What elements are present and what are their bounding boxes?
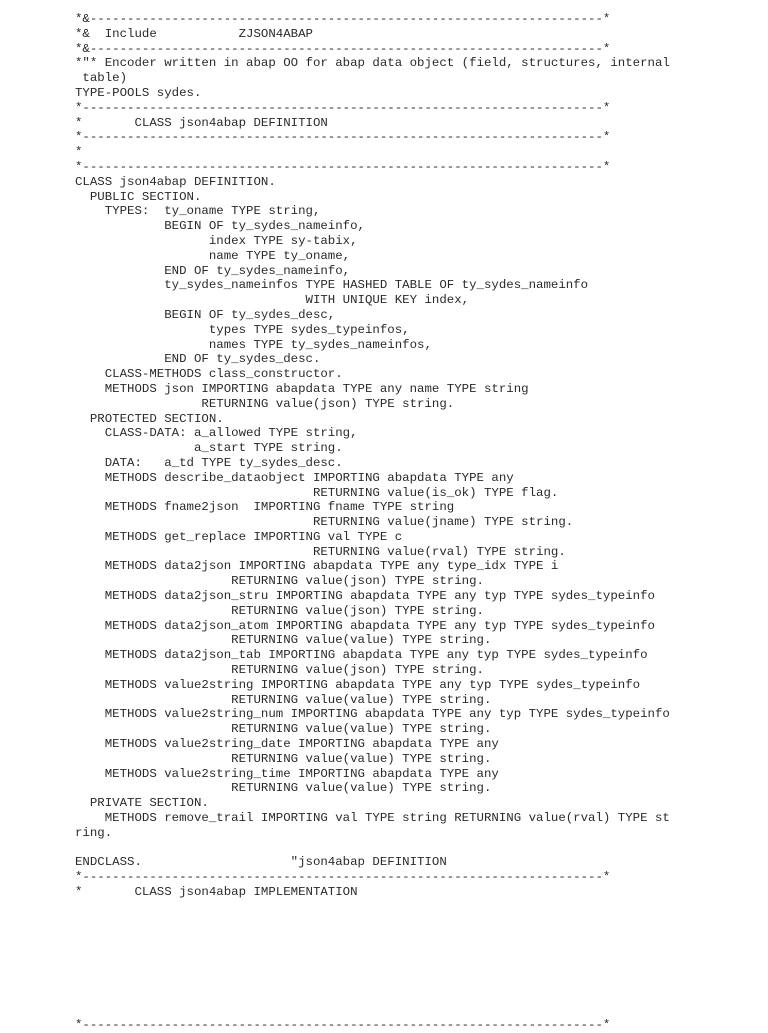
code-line (75, 929, 765, 944)
code-line: names TYPE ty_sydes_nameinfos, (75, 337, 432, 352)
code-line: *&---------------------------------------------------------------------* (75, 41, 611, 56)
code-line: BEGIN OF ty_sydes_nameinfo, (75, 219, 365, 234)
code-line: ENDCLASS. "json4abap DEFINITION (75, 855, 447, 870)
code-line: METHODS remove_trail IMPORTING val TYPE string RETURNING value(rval) TYPE st (75, 811, 670, 826)
code-line: *& Include ZJSON4ABAP (75, 26, 313, 41)
code-line: RETURNING value(value) TYPE string. (75, 722, 492, 737)
code-line: METHODS describe_dataobject IMPORTING abapdata TYPE any (75, 470, 514, 485)
code-line: *----------------------------------------------------------------------* (75, 130, 611, 145)
code-line: * CLASS json4abap DEFINITION (75, 115, 328, 130)
code-line: a_start TYPE string. (75, 441, 343, 456)
code-line: RETURNING value(value) TYPE string. (75, 751, 492, 766)
code-line: PRIVATE SECTION. (75, 796, 209, 811)
code-line: METHODS json IMPORTING abapdata TYPE any name TYPE string (75, 381, 529, 396)
code-line: WITH UNIQUE KEY index, (75, 293, 470, 308)
code-line (75, 915, 765, 930)
code-line: * CLASS json4abap IMPLEMENTATION (75, 885, 358, 900)
code-line (75, 900, 765, 915)
code-line: RETURNING value(jname) TYPE string. (75, 515, 574, 530)
code-line: TYPES: ty_oname TYPE string, (75, 204, 321, 219)
code-line: RETURNING value(json) TYPE string. (75, 603, 484, 618)
code-line: PUBLIC SECTION. (75, 189, 202, 204)
code-line: CLASS-METHODS class_constructor. (75, 367, 343, 382)
code-line: table) (75, 71, 128, 86)
code-line: CLASS json4abap DEFINITION. (75, 174, 276, 189)
code-line (75, 974, 765, 989)
code-line: RETURNING value(json) TYPE string. (75, 396, 455, 411)
code-line: RETURNING value(rval) TYPE string. (75, 544, 566, 559)
code-line: *----------------------------------------------------------------------* (75, 159, 611, 174)
code-line: METHODS fname2json IMPORTING fname TYPE string (75, 500, 455, 515)
code-line: METHODS value2string_num IMPORTING abapdata TYPE any typ TYPE sydes_typeinfo (75, 707, 670, 722)
code-line (75, 989, 765, 1004)
code-line: METHODS data2json_atom IMPORTING abapdata TYPE any typ TYPE sydes_typeinfo (75, 618, 655, 633)
code-line: *----------------------------------------------------------------------* (75, 870, 611, 885)
code-line: ty_sydes_nameinfos TYPE HASHED TABLE OF ty_sydes_nameinfo (75, 278, 589, 293)
code-line: RETURNING value(value) TYPE string. (75, 692, 492, 707)
code-line: types TYPE sydes_typeinfos, (75, 322, 410, 337)
code-line: *&---------------------------------------------------------------------* (75, 12, 611, 26)
code-line: *"* Encoder written in abap OO for abap data object (field, structures, internal (75, 56, 670, 71)
code-line: RETURNING value(is_ok) TYPE flag. (75, 485, 559, 500)
code-line: METHODS value2string IMPORTING abapdata TYPE any typ TYPE sydes_typeinfo (75, 677, 641, 692)
code-line: METHODS get_replace IMPORTING val TYPE c (75, 529, 403, 544)
code-line (75, 1003, 765, 1018)
code-line (75, 944, 765, 959)
code-line (75, 841, 765, 856)
code-line (75, 959, 765, 974)
code-line: index TYPE sy-tabix, (75, 233, 358, 248)
code-line: RETURNING value(value) TYPE string. (75, 633, 492, 648)
code-listing (75, 12, 765, 1033)
code-line: END OF ty_sydes_nameinfo, (75, 263, 351, 278)
code-line: DATA: a_td TYPE ty_sydes_desc. (75, 455, 343, 470)
code-line: PROTECTED SECTION. (75, 411, 224, 426)
code-line: BEGIN OF ty_sydes_desc, (75, 307, 336, 322)
code-line: END OF ty_sydes_desc. (75, 352, 321, 367)
code-line: CLASS-DATA: a_allowed TYPE string, (75, 426, 358, 441)
code-line: METHODS data2json IMPORTING abapdata TYPE any type_idx TYPE i (75, 559, 559, 574)
code-line: *----------------------------------------------------------------------* (75, 1018, 611, 1033)
code-line: METHODS value2string_time IMPORTING abapdata TYPE any (75, 766, 499, 781)
code-line: METHODS data2json_tab IMPORTING abapdata TYPE any typ TYPE sydes_typeinfo (75, 648, 648, 663)
code-line: name TYPE ty_oname, (75, 248, 351, 263)
code-line: * (75, 145, 83, 160)
code-line: *----------------------------------------------------------------------* (75, 100, 611, 115)
code-line: RETURNING value(json) TYPE string. (75, 574, 484, 589)
code-line: ring. (75, 825, 113, 840)
code-line: METHODS data2json_stru IMPORTING abapdata TYPE any typ TYPE sydes_typeinfo (75, 589, 655, 604)
code-line: TYPE-POOLS sydes. (75, 85, 202, 100)
code-line: RETURNING value(value) TYPE string. (75, 781, 492, 796)
code-line: METHODS value2string_date IMPORTING abapdata TYPE any (75, 737, 499, 752)
code-line: RETURNING value(json) TYPE string. (75, 663, 484, 678)
